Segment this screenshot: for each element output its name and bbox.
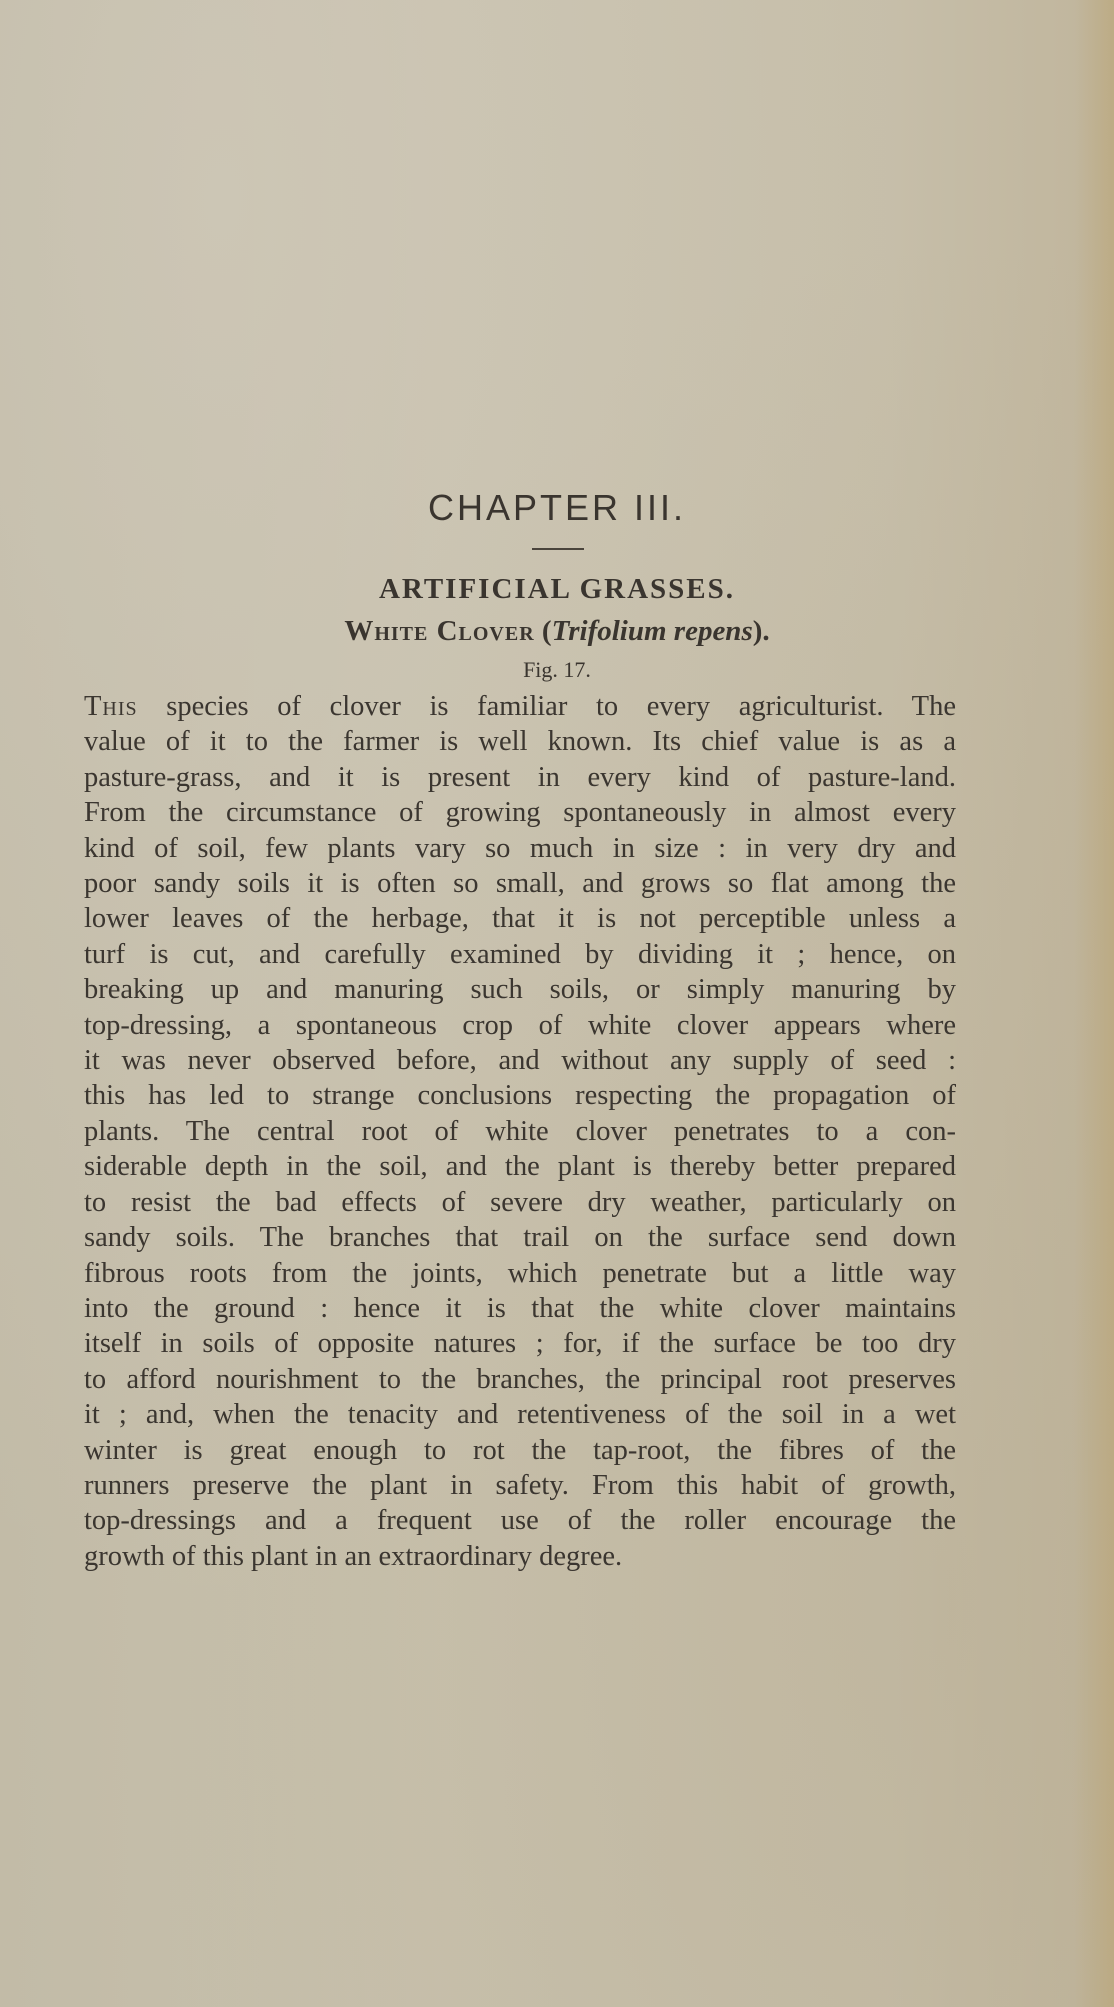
page-edge-shading bbox=[1074, 0, 1114, 2007]
text-line: it was never observed before, and without any supply of seed : bbox=[84, 1045, 956, 1077]
chapter-title: CHAPTER III. bbox=[427, 487, 687, 528]
section-title: ARTIFICIAL GRASSES. bbox=[378, 573, 736, 605]
text-line: to afford nourishment to the branches, the principal root preserves bbox=[84, 1363, 956, 1395]
text-line: lower leaves of the herbage, that it is not perceptible unless a bbox=[84, 903, 956, 935]
text-line: this has led to strange conclusions respecting the propagation of bbox=[84, 1080, 956, 1112]
text-line: poor sandy soils it is often so small, and grows so flat among the bbox=[84, 868, 956, 900]
text-line: top-dressing, a spontaneous crop of white clover appears where bbox=[84, 1009, 956, 1041]
text-line: itself in soils of opposite natures ; for, if the surface be too dry bbox=[84, 1328, 956, 1360]
latin-name: Trifolium repens bbox=[551, 615, 753, 647]
text-line: plants. The central root of white clover penetrates to a con- bbox=[84, 1115, 956, 1147]
title-divider bbox=[532, 548, 584, 550]
common-name: White Clover bbox=[344, 615, 535, 647]
close-paren: ). bbox=[752, 615, 770, 647]
text-line: into the ground : hence it is that the white clover maintains bbox=[84, 1292, 956, 1324]
text-line: runners preserve the plant in safety. From this habit of growth, bbox=[84, 1469, 956, 1501]
text-line bbox=[84, 689, 956, 724]
text-line: fibrous roots from the joints, which penetrate but a little way bbox=[84, 1257, 956, 1289]
text-line: turf is cut, and carefully examined by dividing it ; hence, on bbox=[84, 938, 956, 970]
drop-word: This bbox=[84, 691, 138, 722]
text-line: From the circumstance of growing spontaneously in almost every bbox=[84, 797, 956, 829]
text-line: kind of soil, few plants vary so much in size : in very dry and bbox=[84, 832, 956, 864]
text-line: value of it to the farmer is well known. Its chief value is as a bbox=[84, 726, 956, 758]
text-line-content: species of clover is familiar to every agriculturist. The bbox=[137, 691, 956, 722]
text-line: winter is great enough to rot the tap-root, the fibres of the bbox=[84, 1434, 956, 1466]
figure-label: Fig. 17. bbox=[523, 657, 591, 682]
text-line: pasture-grass, and it is present in every kind of pasture-land. bbox=[84, 761, 956, 793]
text-line: sandy soils. The branches that trail on the surface send down bbox=[84, 1222, 956, 1254]
text-line: it ; and, when the tenacity and retentiveness of the soil in a wet bbox=[84, 1399, 956, 1431]
open-paren: ( bbox=[534, 615, 552, 647]
subsection-heading bbox=[0, 615, 1114, 648]
text-line: top-dressings and a frequent use of the roller encourage the bbox=[84, 1505, 956, 1537]
text-line: growth of this plant in an extraordinary degree. bbox=[84, 1540, 623, 1572]
text-line: breaking up and manuring such soils, or simply manuring by bbox=[84, 974, 956, 1006]
body-paragraph bbox=[84, 689, 956, 1574]
text-line: siderable depth in the soil, and the plant is thereby better prepared bbox=[84, 1151, 956, 1183]
text-line: to resist the bad effects of severe dry weather, particularly on bbox=[84, 1186, 956, 1218]
